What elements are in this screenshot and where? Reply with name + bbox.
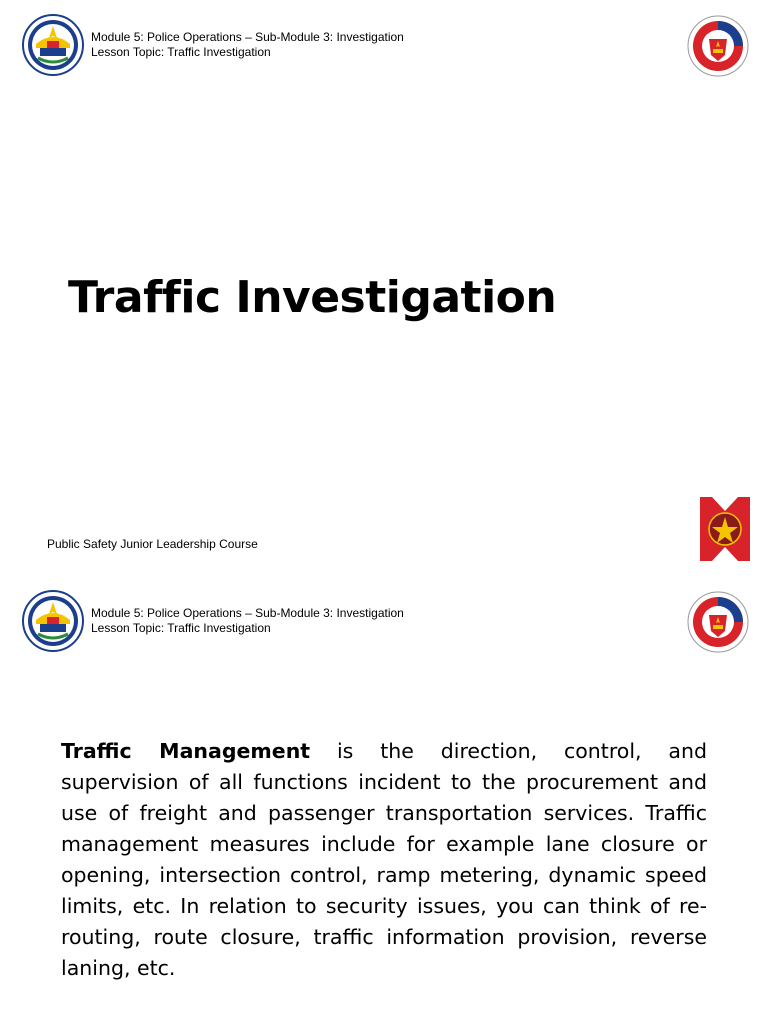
- pnpti-seal-icon: [687, 15, 749, 77]
- lesson-line: Lesson Topic: Traffic Investigation: [91, 621, 271, 635]
- psjlc-seal-icon: [22, 590, 84, 652]
- psjlc-seal-icon: [22, 14, 84, 76]
- content-slide: [0, 576, 768, 1024]
- pnpti-seal-icon: [687, 591, 749, 653]
- pnp-badge-icon: [700, 497, 750, 561]
- slide-header: [91, 30, 404, 60]
- definition-text: is the direction, control, and supervision of all functions incident to the procurement and use of freight and passenger transportation services. Traffic management measures include for example lane closure or opening, intersection control, ramp metering, dynamic speed limits, etc. In relation to security issues, you can think of re-routing, route closure, traffic information provision, reverse laning, etc.: [61, 739, 707, 980]
- lesson-line: Lesson Topic: Traffic Investigation: [91, 45, 271, 59]
- module-line: Module 5: Police Operations – Sub-Module 3: Investigation: [91, 30, 404, 44]
- slide-header: [91, 606, 404, 636]
- module-line: Module 5: Police Operations – Sub-Module 3: Investigation: [91, 606, 404, 620]
- traffic-management-definition: [61, 736, 707, 984]
- course-name: Public Safety Junior Leadership Course: [47, 537, 258, 551]
- defined-term: Traffic Management: [61, 739, 311, 763]
- slide-title: Traffic Investigation: [68, 272, 557, 323]
